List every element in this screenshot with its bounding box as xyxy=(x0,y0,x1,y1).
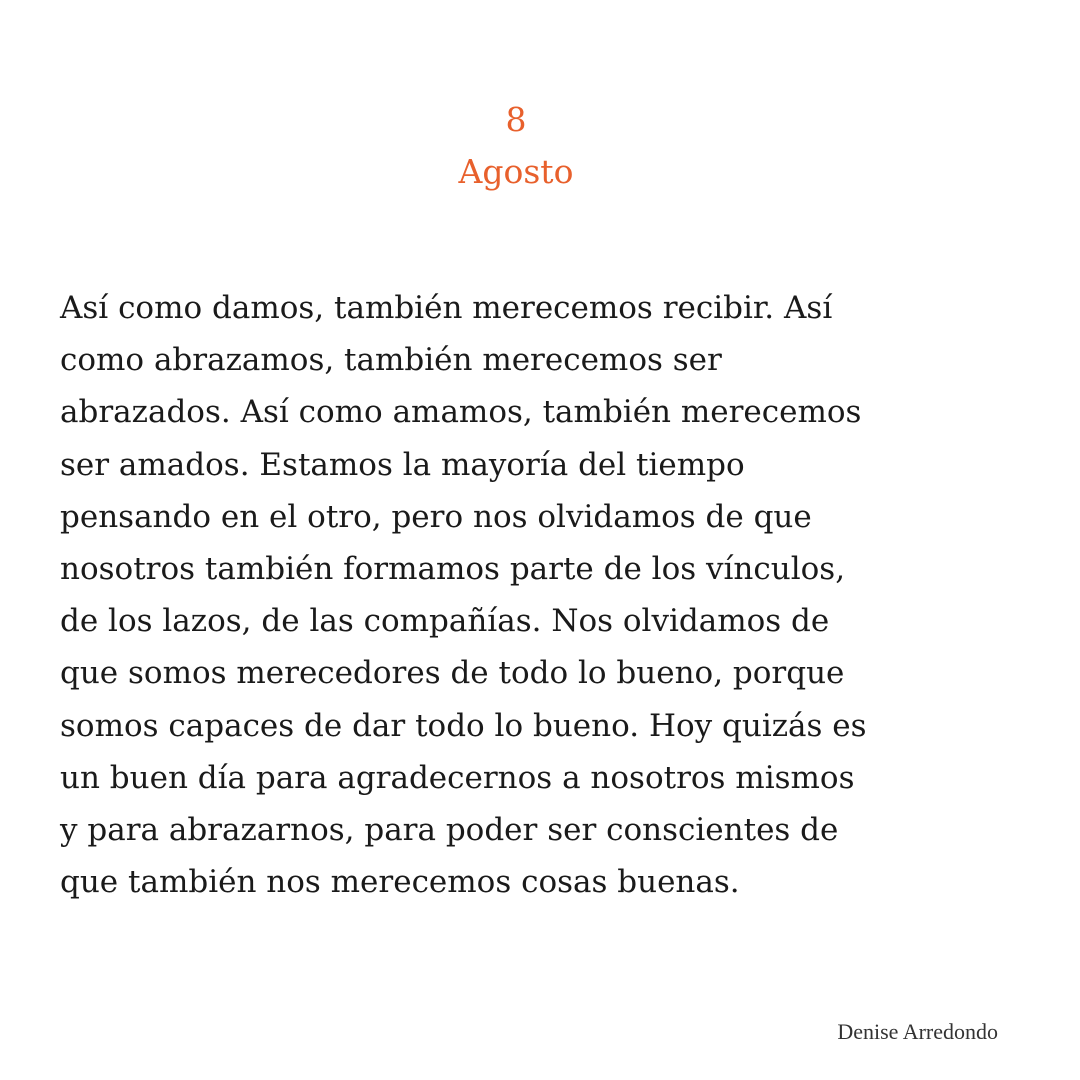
quote-line: que somos merecedores de todo lo bueno, porque xyxy=(60,655,845,692)
author-signature: Denise Arredondo xyxy=(837,1019,998,1044)
quote-line: pensando en el otro, pero nos olvidamos de que xyxy=(60,498,812,535)
quote-line: como abrazamos, también merecemos ser xyxy=(60,342,722,379)
quote-text xyxy=(60,282,1035,908)
quote-line: y para abrazarnos, para poder ser conscientes de xyxy=(60,812,839,849)
quote-line: de los lazos, de las compañías. Nos olvidamos de xyxy=(60,603,830,640)
quote-line: somos capaces de dar todo lo bueno. Hoy quizás es xyxy=(60,707,867,744)
quote-line: abrazados. Así como amamos, también merecemos xyxy=(60,394,862,431)
quote-line: ser amados. Estamos la mayoría del tiempo xyxy=(60,446,745,483)
quote-line: Así como damos, también merecemos recibir. Así xyxy=(60,290,833,326)
date-heading xyxy=(0,94,1032,198)
quote-line: que también nos merecemos cosas buenas. xyxy=(60,864,740,901)
quote-line: un buen día para agradecernos a nosotros mismos xyxy=(60,759,855,796)
date-month: Agosto xyxy=(458,152,574,191)
quote-line: nosotros también formamos parte de los vínculos, xyxy=(60,551,846,588)
date-day: 8 xyxy=(505,100,527,139)
